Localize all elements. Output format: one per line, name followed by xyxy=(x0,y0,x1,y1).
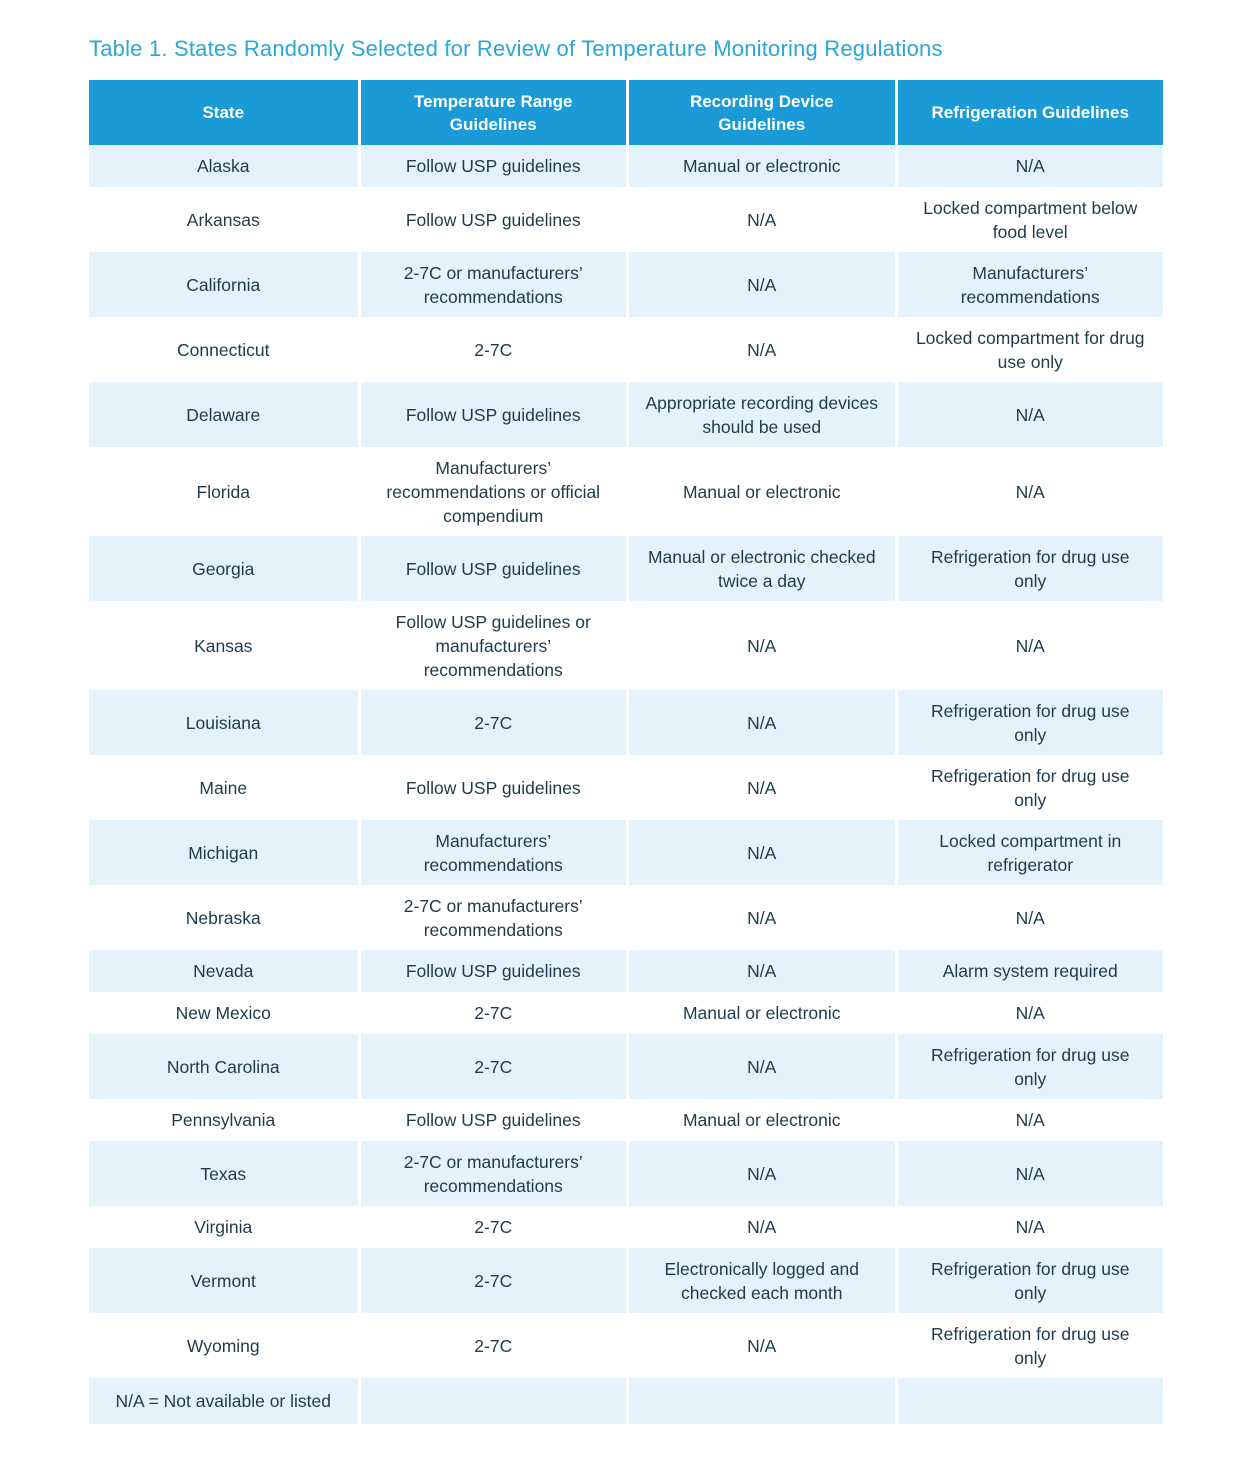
header-refrigeration: Refrigeration Guidelines xyxy=(895,80,1164,145)
cell-recording: N/A xyxy=(626,755,895,820)
regulations-table xyxy=(89,80,1163,1424)
header-temperature xyxy=(358,80,627,145)
cell-refrigeration: Refrigeration for drug use only xyxy=(895,1313,1164,1378)
cell-refrigeration: N/A xyxy=(895,1099,1164,1141)
cell-refrigeration: Alarm system required xyxy=(895,950,1164,992)
cell-recording: N/A xyxy=(626,885,895,950)
cell-refrigeration: N/A xyxy=(895,885,1164,950)
empty-cell xyxy=(358,1378,627,1424)
cell-temperature: Follow USP guidelines xyxy=(358,536,627,601)
cell-temperature: 2-7C or manufacturers’ recommendations xyxy=(358,885,627,950)
cell-recording: N/A xyxy=(626,1313,895,1378)
cell-state: Virginia xyxy=(194,1217,253,1237)
cell-temperature: Follow USP guidelines xyxy=(358,1099,627,1141)
cell-temperature: Follow USP guidelines xyxy=(358,755,627,820)
cell-recording: Manual or electronic xyxy=(626,1099,895,1141)
cell-refrigeration: Locked compartment in refrigerator xyxy=(895,820,1164,885)
table-row xyxy=(89,601,1163,690)
table-row xyxy=(89,1313,1163,1378)
table-row xyxy=(89,1099,1163,1141)
cell-state: Nebraska xyxy=(185,907,261,928)
header-state: State xyxy=(89,80,358,145)
cell-refrigeration: N/A xyxy=(895,145,1164,187)
table-row xyxy=(89,145,1163,187)
cell-temperature: Follow USP guidelines xyxy=(358,187,627,252)
cell-refrigeration: Refrigeration for drug use only xyxy=(895,1034,1164,1099)
cell-temperature: 2-7C xyxy=(358,1313,627,1378)
cell-temperature: 2-7C xyxy=(358,1248,627,1313)
empty-cell xyxy=(626,1378,895,1424)
cell-refrigeration: Refrigeration for drug use only xyxy=(895,690,1164,755)
table-row xyxy=(89,992,1163,1034)
cell-state: Arkansas xyxy=(186,209,260,230)
header-temperature-line1: Temperature Range xyxy=(414,91,573,111)
table-row xyxy=(89,1141,1163,1206)
cell-temperature: Follow USP guidelines xyxy=(358,382,627,447)
cell-recording: Manual or electronic xyxy=(626,992,895,1034)
cell-refrigeration: Refrigeration for drug use only xyxy=(895,536,1164,601)
cell-recording: Manual or electronic xyxy=(626,447,895,536)
cell-recording: N/A xyxy=(626,1206,895,1248)
cell-temperature: 2-7C xyxy=(358,992,627,1034)
cell-recording: Appropriate recording devices should be used xyxy=(626,382,895,447)
cell-recording: N/A xyxy=(626,950,895,992)
header-recording-line2: Guidelines xyxy=(718,114,806,134)
cell-state: North Carolina xyxy=(89,1034,358,1099)
cell-temperature: Manufacturers’ recommendations or official compendium xyxy=(358,447,627,536)
table-row xyxy=(89,885,1163,950)
footnote: N/A = Not available or listed xyxy=(89,1378,358,1424)
cell-state: Michigan xyxy=(89,820,358,885)
cell-state: New Mexico xyxy=(175,1003,271,1023)
table-row xyxy=(89,536,1163,601)
table-row xyxy=(89,187,1163,252)
cell-state: California xyxy=(89,252,358,317)
cell-recording: N/A xyxy=(626,1141,895,1206)
cell-temperature: Follow USP guidelines or manufacturers’ recommendations xyxy=(358,601,627,690)
cell-recording: N/A xyxy=(626,601,895,690)
cell-state: Vermont xyxy=(89,1248,358,1313)
table-row xyxy=(89,1248,1163,1313)
cell-refrigeration: N/A xyxy=(895,382,1164,447)
cell-recording: Manual or electronic checked twice a day xyxy=(626,536,895,601)
table-caption: Table 1. States Randomly Selected for Review of Temperature Monitoring Regulations xyxy=(89,36,943,61)
header-recording xyxy=(626,80,895,145)
header-temperature-line2: Guidelines xyxy=(449,114,537,134)
header-recording-line1: Recording Device xyxy=(689,91,834,111)
cell-recording: N/A xyxy=(626,820,895,885)
cell-state: Texas xyxy=(89,1141,358,1206)
empty-cell xyxy=(895,1378,1164,1424)
cell-state: Connecticut xyxy=(177,339,270,360)
cell-recording: Electronically logged and checked each month xyxy=(626,1248,895,1313)
cell-state: Wyoming xyxy=(186,1335,260,1356)
cell-state: Florida xyxy=(196,481,250,502)
cell-state: Kansas xyxy=(194,635,253,656)
cell-state: Pennsylvania xyxy=(171,1110,276,1130)
cell-temperature: 2-7C or manufacturers’ recommendations xyxy=(358,1141,627,1206)
table-row xyxy=(89,1206,1163,1248)
cell-refrigeration: Locked compartment below food level xyxy=(895,187,1164,252)
cell-refrigeration: Manufacturers’ recommendations xyxy=(895,252,1164,317)
cell-recording: N/A xyxy=(626,187,895,252)
cell-temperature: Follow USP guidelines xyxy=(358,950,627,992)
cell-refrigeration: Refrigeration for drug use only xyxy=(895,1248,1164,1313)
cell-recording: N/A xyxy=(626,317,895,382)
table-row xyxy=(89,447,1163,536)
table-row xyxy=(89,1034,1163,1099)
cell-refrigeration: Locked compartment for drug use only xyxy=(895,317,1164,382)
table-row xyxy=(89,755,1163,820)
table-row xyxy=(89,252,1163,317)
table-row xyxy=(89,317,1163,382)
cell-recording: N/A xyxy=(626,1034,895,1099)
cell-temperature: Follow USP guidelines xyxy=(358,145,627,187)
table-row xyxy=(89,820,1163,885)
cell-state: Delaware xyxy=(89,382,358,447)
table-footnote-row xyxy=(89,1378,1163,1424)
cell-temperature: 2-7C xyxy=(358,1206,627,1248)
cell-refrigeration: N/A xyxy=(895,447,1164,536)
cell-temperature: Manufacturers’ recommendations xyxy=(358,820,627,885)
cell-temperature: 2-7C xyxy=(358,1034,627,1099)
cell-recording: Manual or electronic xyxy=(626,145,895,187)
cell-refrigeration: N/A xyxy=(895,1206,1164,1248)
cell-state: Nevada xyxy=(89,950,358,992)
table-row xyxy=(89,690,1163,755)
table-row xyxy=(89,382,1163,447)
table-header-row xyxy=(89,80,1163,145)
cell-state: Georgia xyxy=(89,536,358,601)
cell-refrigeration: Refrigeration for drug use only xyxy=(895,755,1164,820)
cell-recording: N/A xyxy=(626,252,895,317)
cell-temperature: 2-7C xyxy=(358,690,627,755)
cell-state: Maine xyxy=(199,777,248,798)
cell-refrigeration: N/A xyxy=(895,601,1164,690)
cell-state: Louisiana xyxy=(89,690,358,755)
cell-temperature: 2-7C or manufacturers’ recommendations xyxy=(358,252,627,317)
cell-temperature: 2-7C xyxy=(358,317,627,382)
table-row xyxy=(89,950,1163,992)
cell-state: Alaska xyxy=(89,145,358,187)
cell-recording: N/A xyxy=(626,690,895,755)
cell-refrigeration: N/A xyxy=(895,1141,1164,1206)
cell-refrigeration: N/A xyxy=(895,992,1164,1034)
